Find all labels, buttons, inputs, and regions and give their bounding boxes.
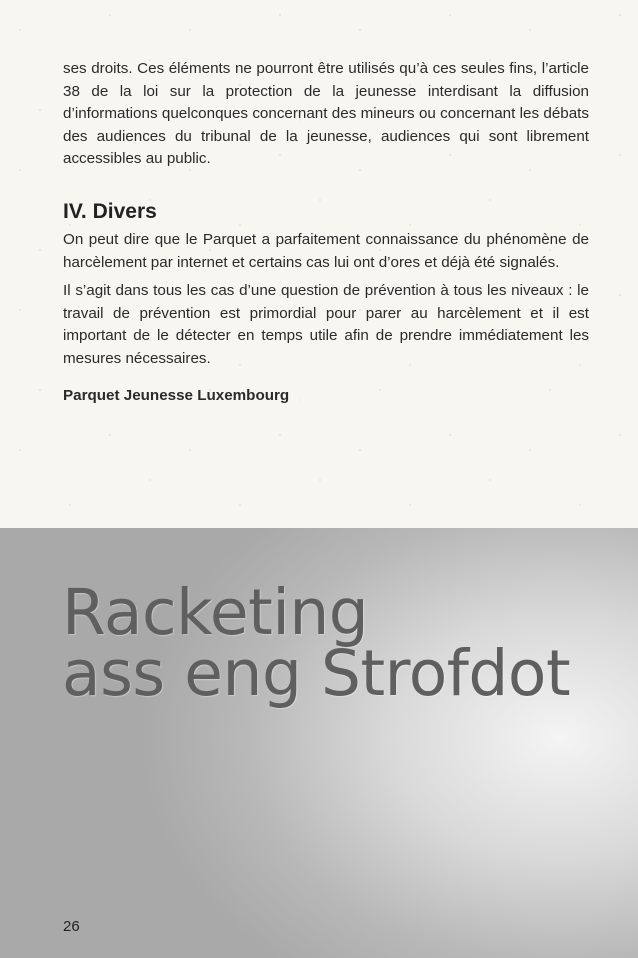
banner-title [62, 576, 571, 710]
banner-title-line-2: ass eng Strofdot [62, 637, 571, 710]
page-number: 26 [63, 918, 80, 935]
body-text [63, 58, 589, 407]
section-paragraph-1: On peut dire que le Parquet a parfaitement connaissance du phénomène de harcèlement par internet et certains cas lui ont d’ores et déjà été signalés. [63, 230, 589, 271]
banner-title-line-1: Racketing [62, 576, 369, 649]
intro-paragraph: ses droits. Ces éléments ne pourront être utilisés qu’à ces seules fins, l’article 38 de la loi sur la protection de la jeunesse interdisant la diffusion d’informations quelconques concernant des mineurs ou concernant les débats des audiences du tribunal de la jeunesse, audiences qui sont librement accessibles au public. [63, 60, 589, 168]
section-heading: IV. Divers [63, 199, 157, 223]
section-paragraph-2: Il s’agit dans tous les cas d’une question de prévention à tous les niveaux : le travail de prévention est primordial pour parer au harcèlement et il est important de le détecter en temps utile afin de prendre immédiatement les mesures nécessaires. [63, 282, 589, 367]
title-banner [0, 528, 638, 958]
signature: Parquet Jeunesse Luxembourg [63, 386, 290, 404]
